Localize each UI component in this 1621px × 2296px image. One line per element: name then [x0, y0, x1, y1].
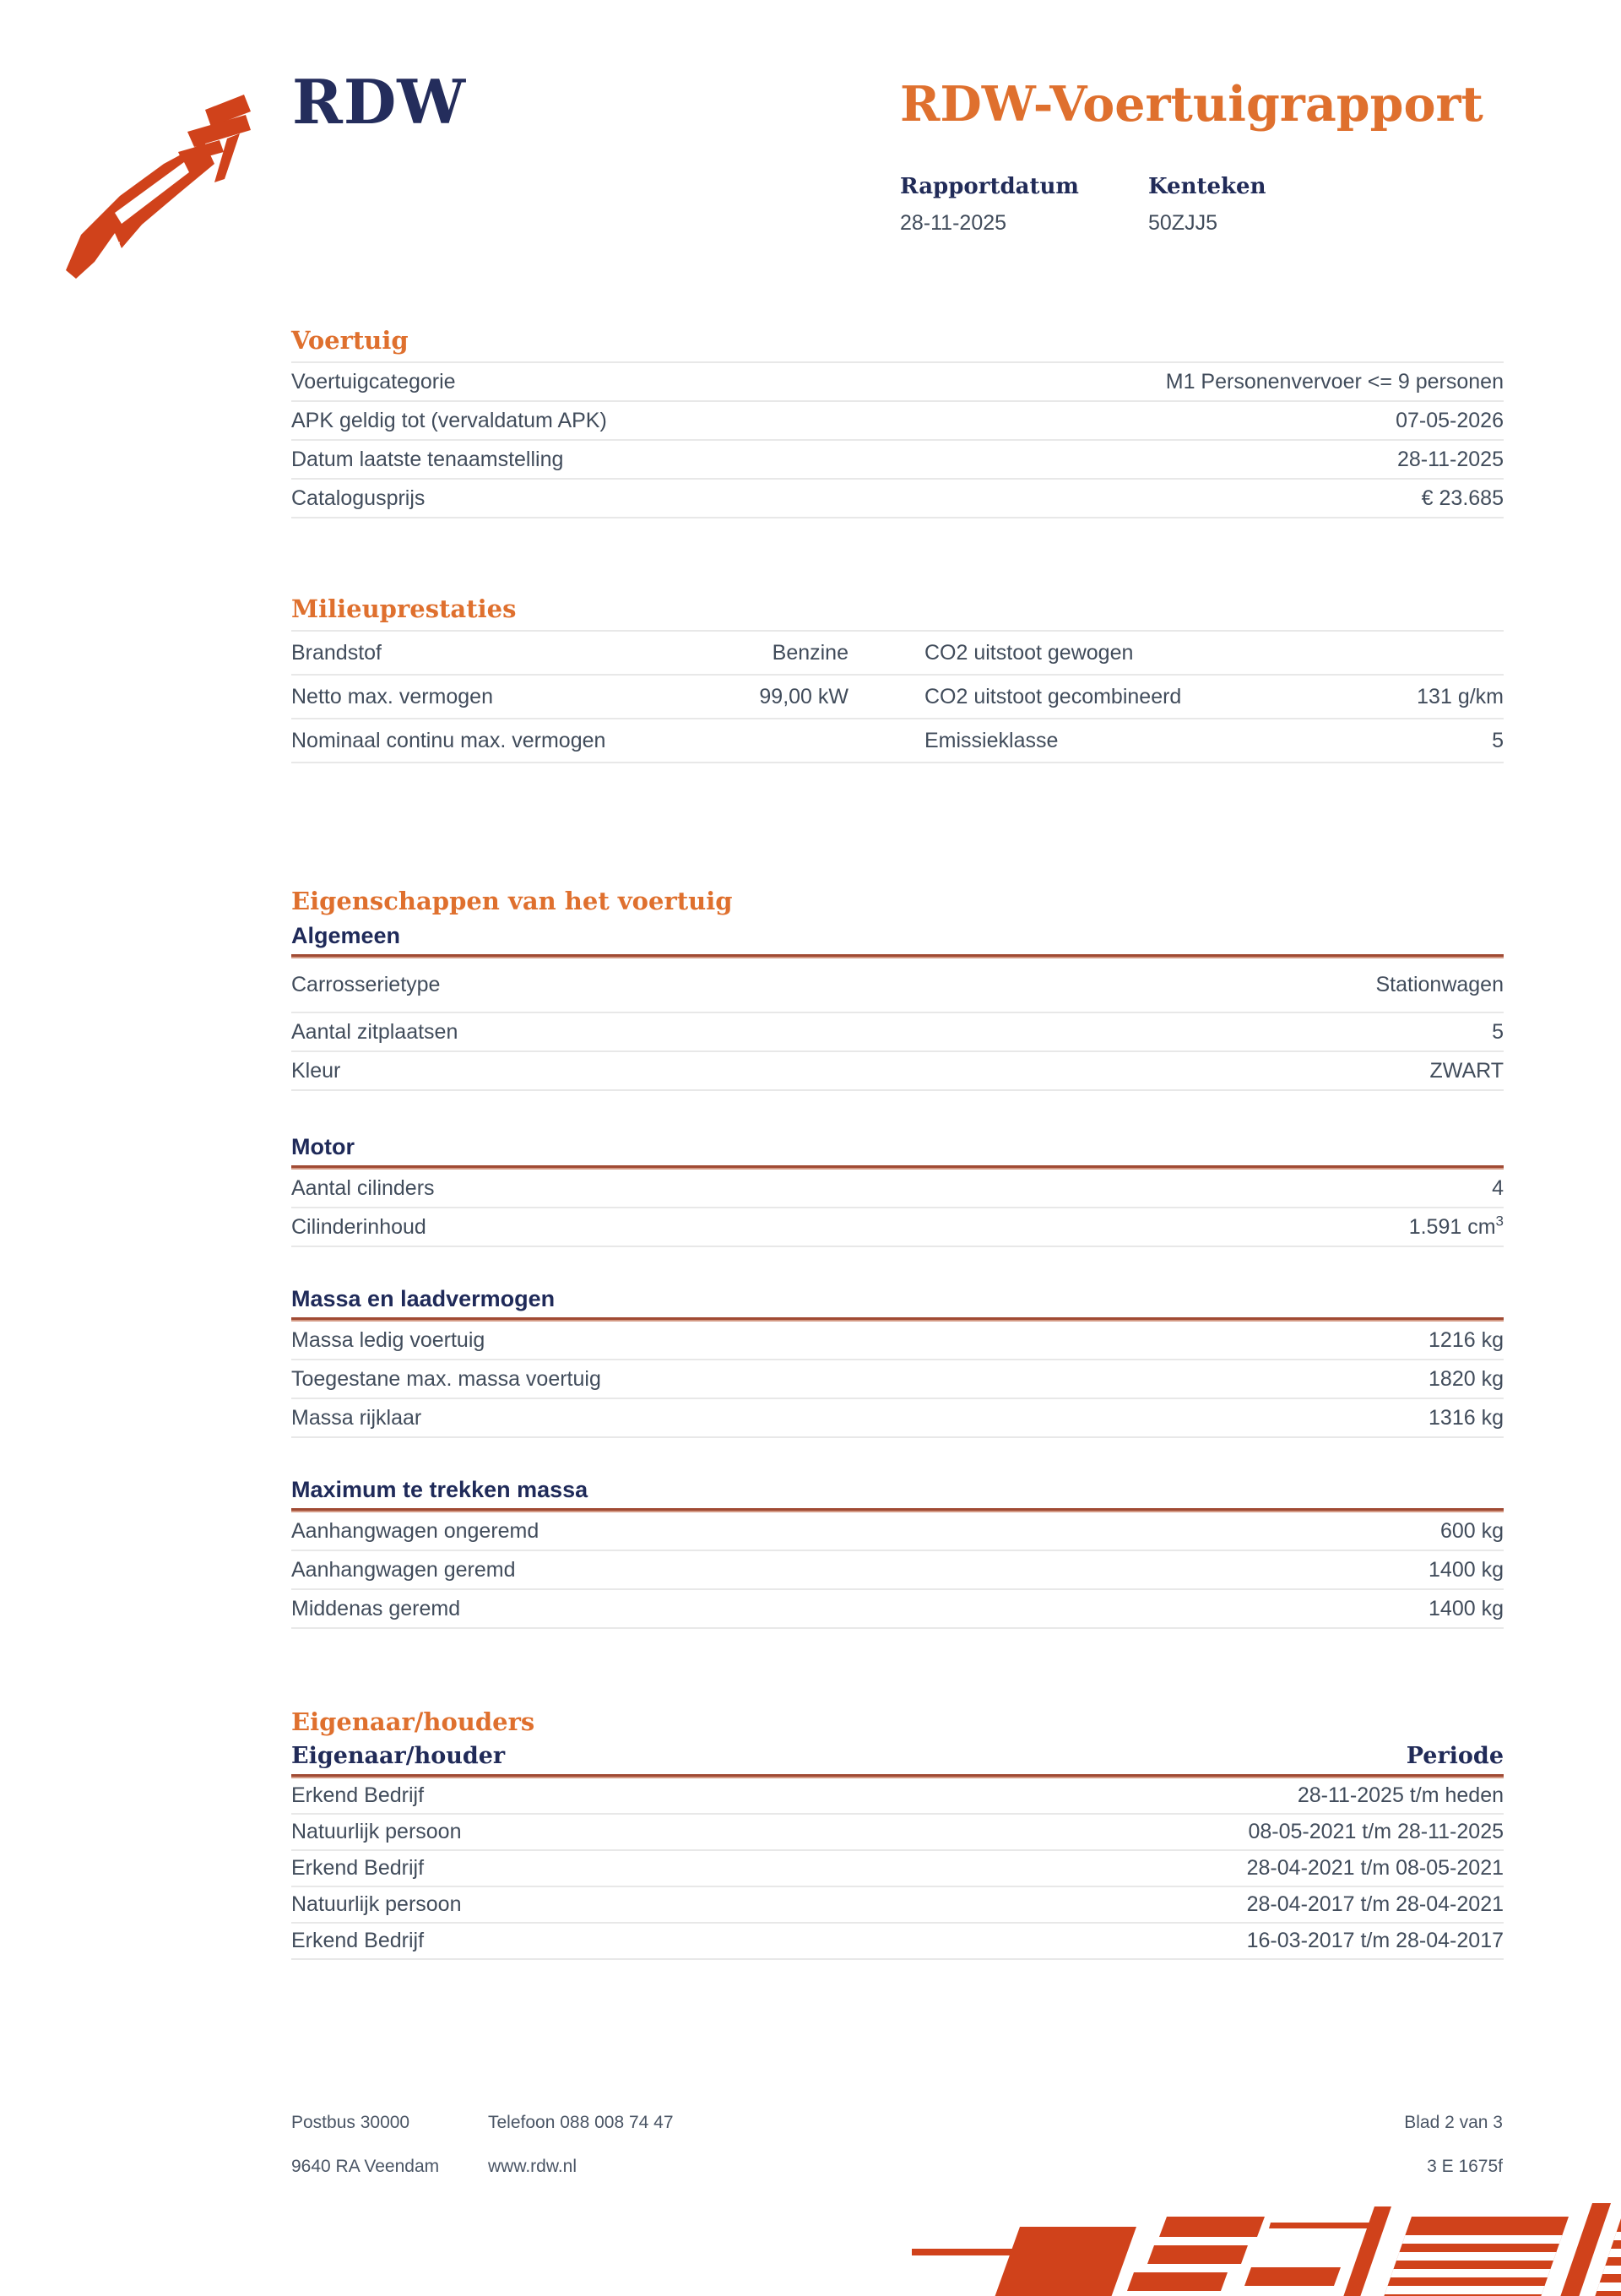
row-label: APK geldig tot (vervaldatum APK) — [291, 408, 607, 432]
table-row — [291, 1170, 1504, 1208]
row-value: 1.591 $cm^3$ — [1408, 1213, 1504, 1239]
table-row — [291, 1924, 1504, 1960]
row-value: 600 kg — [1439, 1518, 1504, 1543]
column-header-owner: Eigenaar/houder — [291, 1743, 506, 1769]
row-label: Netto max. vermogen — [291, 684, 493, 708]
owner-period: 28-04-2021 t/m 08-05-2021 — [1246, 1856, 1504, 1880]
table-row — [291, 1322, 1504, 1360]
subsection-title: Motor — [291, 1134, 355, 1159]
row-label: CO2 uitstoot gewogen — [924, 640, 1134, 665]
table-row — [291, 1013, 1504, 1052]
row-value: 28-11-2025 — [1396, 447, 1504, 471]
subsection-motor — [291, 1133, 1504, 1247]
section-voertuig — [291, 326, 1504, 518]
table-row — [291, 1512, 1504, 1551]
row-value: M1 Personenvervoer <= 9 personen — [1165, 369, 1504, 394]
row-value: ZWART — [1429, 1058, 1504, 1083]
owner-type: Erkend Bedrijf — [291, 1929, 425, 1952]
row-label: Catalogusprijs — [291, 486, 426, 510]
row-value: 1820 kg — [1429, 1366, 1504, 1391]
section-title-eigenschappen: Eigenschappen van het voertuig — [291, 887, 733, 915]
table-row — [291, 1551, 1504, 1590]
license-plate-label: Kenteken — [1148, 174, 1266, 199]
row-label: Middenas geremd — [291, 1596, 461, 1620]
owners-header-row — [291, 1743, 1504, 1769]
table-row — [291, 1360, 1504, 1399]
row-label: Datum laatste tenaamstelling — [291, 447, 564, 471]
footer-address-line1: Postbus 30000 — [291, 2113, 410, 2132]
row-label: Toegestane max. massa voertuig — [291, 1366, 601, 1391]
subsection-title: Algemeen — [291, 923, 401, 948]
row-value: 99,00 kW — [759, 684, 848, 708]
license-plate-value: 50ZJJ5 — [1148, 211, 1217, 235]
footer-page-indicator: Blad 2 van 3 — [1404, 2113, 1503, 2132]
owner-type: Natuurlijk persoon — [291, 1820, 462, 1843]
report-date-value: 28-11-2025 — [900, 211, 1007, 235]
row-value: Benzine — [772, 640, 848, 665]
row-label: Massa rijklaar — [291, 1405, 422, 1430]
column-header-period: Periode — [1406, 1743, 1504, 1769]
row-value: 1216 kg — [1429, 1327, 1504, 1352]
rdw-feather-logo-icon — [59, 84, 274, 280]
table-row — [291, 1887, 1504, 1924]
table-row — [291, 402, 1504, 441]
row-value: 1400 kg — [1429, 1596, 1504, 1620]
row-label: Aantal cilinders — [291, 1175, 435, 1200]
report-date-label: Rapportdatum — [900, 174, 1079, 199]
table-row — [291, 1399, 1504, 1438]
owner-period: 08-05-2021 t/m 28-11-2025 — [1248, 1820, 1504, 1843]
row-label: Brandstof — [291, 640, 382, 665]
table-row — [291, 1851, 1504, 1887]
row-label: Aanhangwagen ongeremd — [291, 1518, 539, 1543]
row-label: Nominaal continu max. vermogen — [291, 728, 606, 752]
owner-type: Erkend Bedrijf — [291, 1856, 425, 1880]
table-row — [291, 1052, 1504, 1091]
footer-address-line2: 9640 RA Veendam — [291, 2157, 440, 2176]
owner-period: 16-03-2017 t/m 28-04-2017 — [1246, 1929, 1504, 1952]
table-row — [291, 1590, 1504, 1629]
row-label: Massa ledig voertuig — [291, 1327, 485, 1352]
row-label: Emissieklasse — [924, 728, 1059, 752]
owner-type: Natuurlijk persoon — [291, 1892, 462, 1916]
subsection-massa — [291, 1285, 1504, 1438]
subsection-algemeen — [291, 922, 1504, 1091]
footer-website: www.rdw.nl — [488, 2157, 577, 2176]
table-row — [291, 632, 1504, 676]
rdw-speed-marks-decoration-icon — [912, 2195, 1621, 2296]
table-row — [291, 1208, 1504, 1247]
owner-period: 28-11-2025 t/m heden — [1297, 1783, 1504, 1807]
row-label: Aantal zitplaatsen — [291, 1019, 458, 1044]
section-eigenaars — [291, 1707, 1504, 1960]
owner-type: Erkend Bedrijf — [291, 1783, 425, 1807]
row-value: 1400 kg — [1429, 1557, 1504, 1582]
row-label: Cilinderinhoud — [291, 1214, 426, 1239]
section-title-milieuprestaties: Milieuprestaties — [291, 594, 517, 623]
rdw-logo-wordmark: RDW — [292, 66, 467, 138]
section-milieuprestaties — [291, 594, 1504, 763]
footer-phone: Telefoon 088 008 74 47 — [488, 2113, 674, 2132]
row-label: Aanhangwagen geremd — [291, 1557, 516, 1582]
page-title: RDW-Voertuigrapport — [900, 76, 1483, 133]
row-label: Voertuigcategorie — [291, 369, 456, 394]
row-label: Carrosserietype — [291, 973, 441, 996]
row-value: 5 — [1492, 728, 1504, 752]
row-value: 4 — [1492, 1175, 1504, 1200]
table-row — [291, 1778, 1504, 1815]
subsection-title: Massa en laadvermogen — [291, 1286, 556, 1311]
table-row — [291, 441, 1504, 480]
table-row — [291, 719, 1504, 763]
table-row — [291, 958, 1504, 1013]
section-title-eigenaars: Eigenaar/houders — [291, 1707, 535, 1736]
report-date-block — [900, 174, 1079, 236]
section-eigenschappen-header — [291, 887, 1504, 915]
row-label: Kleur — [291, 1058, 341, 1083]
cubic-superscript: 3 — [1495, 1213, 1504, 1229]
table-row — [291, 480, 1504, 518]
table-row — [291, 1815, 1504, 1851]
row-value: 5 — [1492, 1019, 1504, 1044]
row-value: 1316 kg — [1429, 1405, 1504, 1430]
row-value: 131 g/km — [1417, 684, 1504, 708]
table-row — [291, 363, 1504, 402]
row-value: 07-05-2026 — [1396, 408, 1504, 432]
license-plate-block — [1148, 174, 1266, 236]
section-title-voertuig: Voertuig — [291, 326, 409, 355]
row-value: Stationwagen — [1375, 973, 1504, 996]
footer-doc-code: 3 E 1675f — [1427, 2157, 1503, 2176]
subsection-title: Maximum te trekken massa — [291, 1477, 588, 1502]
row-value: € 23.685 — [1421, 486, 1504, 510]
owner-period: 28-04-2017 t/m 28-04-2021 — [1246, 1892, 1504, 1916]
row-label: CO2 uitstoot gecombineerd — [924, 684, 1182, 708]
table-row — [291, 676, 1504, 719]
subsection-maximum-trekken — [291, 1476, 1504, 1629]
